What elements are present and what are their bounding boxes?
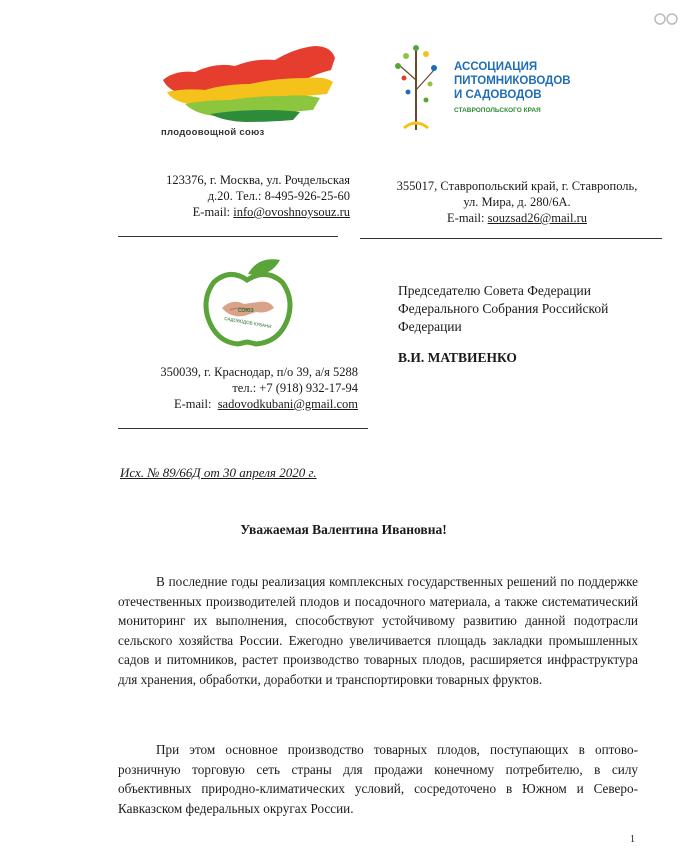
org3-email-label: E-mail:: [173, 397, 212, 411]
org1-email-link[interactable]: info@ovoshnoysouz.ru: [233, 205, 350, 219]
org3-address-line1: 350039, г. Краснодар, п/о 39, а/я 5288: [160, 365, 358, 379]
org3-email-link[interactable]: sadovodkubani@gmail.com: [217, 397, 358, 411]
page-number: 1: [630, 834, 635, 845]
org2-address: [372, 178, 662, 226]
salutation: Уважаемая Валентина Ивановна!: [240, 522, 447, 537]
recipient-line1: Председателю Совета Федерации: [398, 283, 591, 298]
body-paragraph-1: В последние годы реализация комплексных государственных решений по поддержке отечественных производителей плодов и посадочного материала, а также систематический мониторинг их выполнения, способствуют устойчивому развитию данной подотрасли сельского хозяйства России. Ежегодно увеличивается площадь закладки промышленных садов и питомников, растет производство товарных плодов, расширяется инфраструктура для хранения, обработки, доработки и транспортировки товарных фруктов.: [118, 574, 638, 687]
org3-logo-text-bottom: САДОВОДОВ КУБАНИ: [223, 315, 272, 330]
apple-handshake-icon: [200, 252, 295, 352]
org3-divider: [118, 428, 368, 429]
assoc-pitomnikovodov-logo: [386, 40, 586, 140]
org3-address-line2: тел.: +7 (918) 932-17-94: [232, 381, 358, 395]
org2-logo-line4: СТАВРОПОЛЬСКОГО КРАЯ: [454, 107, 541, 114]
recipient-name: В.И. МАТВИЕНКО: [398, 350, 517, 365]
org2-email-link[interactable]: souzsad26@mail.ru: [487, 211, 587, 225]
outgoing-reference: Исх. № 89/66Д от 30 апреля 2020 г.: [120, 465, 317, 480]
russia-map-icon: [155, 40, 340, 122]
org1-address-line1: 123376, г. Москва, ул. Рочдельская: [166, 173, 350, 187]
recipient-line3: Федерации: [398, 319, 462, 334]
tree-icon: [386, 40, 446, 135]
circles-icon: [653, 12, 679, 26]
org2-logo-line3: И САДОВОДОВ: [454, 89, 542, 101]
org2-logo-line1: АССОЦИАЦИЯ: [454, 61, 538, 73]
plodoovoshnoy-soyuz-logo: [155, 40, 340, 140]
recipient-line2: Федерального Собрания Российской: [398, 301, 609, 316]
org2-email-label: E-mail:: [447, 211, 485, 225]
soyuz-sadovodov-kubani-logo: [200, 252, 295, 352]
org2-logo-line2: ПИТОМНИКОВОДОВ: [454, 75, 571, 87]
org1-address-line2: д.20. Тел.: 8-495-926-25-60: [207, 189, 350, 203]
org2-address-line2: ул. Мира, д. 280/6А.: [463, 195, 571, 209]
org3-logo-text-top: СОЮЗ: [238, 308, 254, 314]
org1-address: [80, 172, 350, 220]
org3-address: [80, 364, 358, 412]
org2-address-line1: 355017, Ставропольский край, г. Ставрополь,: [396, 179, 638, 193]
org1-email-label: E-mail:: [192, 205, 231, 219]
org2-divider: [360, 238, 662, 239]
recipient-block: [398, 282, 658, 336]
org1-logo-text: плодоовощной союз: [161, 127, 265, 138]
org1-divider: [118, 236, 338, 237]
body-paragraph-2: При этом основное производство товарных плодов, поступающих в оптово-розничную торговую сеть страны для продажи конечному потребителю, в силу объективных природно-климатических условий, сосредоточено в Южном и Северо- Кавказском федеральных округах России.: [118, 742, 638, 816]
